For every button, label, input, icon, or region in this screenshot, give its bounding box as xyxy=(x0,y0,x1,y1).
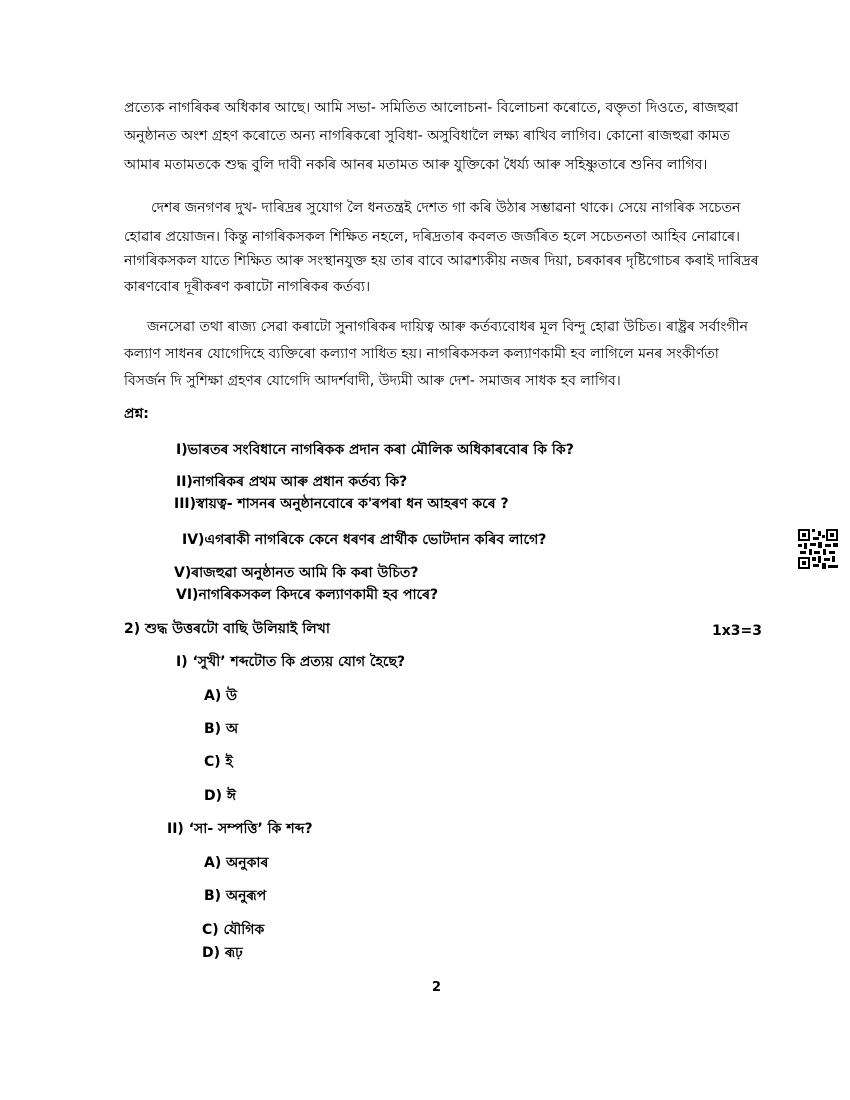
mcq-2-question: II) ‘সা- সম্পত্তি’ কি শব্দ? xyxy=(167,821,313,837)
qr-code-icon xyxy=(798,529,838,569)
mcq-1-option-b: B) অ xyxy=(204,721,239,737)
passage-p3-line-3: বিসৰ্জন দি সুশিক্ষা গ্ৰহণৰ যোগেদি আদৰ্শবাদী, উদ্যমী আৰু দেশ- সমাজৰ সাধক হব লাগিব। xyxy=(124,373,621,389)
mcq-2-option-a: A) অনুকাৰ xyxy=(204,855,269,871)
mcq-2-option-b: B) অনুৰূপ xyxy=(204,888,267,904)
mcq-2-option-d: D) ৰূঢ় xyxy=(202,945,243,961)
mcq-1-option-a: A) উ xyxy=(204,688,238,704)
mcq-1-option-d: D) ঈ xyxy=(204,788,237,804)
mcq-1-question: I) ‘সুখী’ শব্দটোত কি প্ৰত্যয় যোগ হৈছে? xyxy=(176,654,406,670)
passage-p3-line-2: কল্যাণ সাধনৰ যোগেদিহে ব্যক্তিৰো কল্যাণ সাধিত হয়। নাগৰিকসকল কল্যাণকামী হব লাগিলে মনৰ সংকীৰ্ণতা xyxy=(124,346,719,362)
question-2: II)নাগৰিকৰ প্ৰথম আৰু প্ৰধান কৰ্তব্য কি? xyxy=(176,474,408,490)
passage-p1-line-1: প্ৰত্যেক নাগৰিকৰ অধিকাৰ আছে। আমি সভা- সমিতিত আলোচনা- বিলোচনা কৰোতে, বক্তৃতা দিওতে, ৰাজহুৱা xyxy=(124,100,739,116)
section-2-marks: 1x3=3 xyxy=(712,623,762,639)
question-6: VI)নাগৰিকসকল কিদৰে কল্যাণকামী হব পাৰে? xyxy=(176,587,439,603)
questions-heading: প্ৰশ্ন: xyxy=(124,406,149,422)
passage-p2-line-1: দেশৰ জনগণৰ দুখ- দাৰিদ্ৰৰ সুযোগ লৈ ধনতন্ত্ৰই দেশত গা কৰি উঠাৰ সম্ভাৱনা থাকে। সেয়ে নাগৰিক সচেতন xyxy=(151,200,741,216)
passage-p3-line-1: জনসেৱা তথা ৰাজ্য সেৱা কৰাটো সুনাগৰিকৰ দায়িত্ব আৰু কৰ্তব্যবোধৰ মূল বিন্দু হোৱা উচিত। ৰাষ্ট্ৰৰ সৰ্বাংগীন xyxy=(147,319,748,335)
mcq-2-option-c: C) যৌগিক xyxy=(202,922,265,938)
passage-p2-line-4: কাৰণবোৰ দূৰীকৰণ কৰাটো নাগৰিকৰ কৰ্তব্য। xyxy=(124,279,371,295)
passage-p2-line-2: হোৱাৰ প্ৰয়োজন। কিন্তু নাগৰিকসকল শিক্ষিত নহলে, দৰিদ্ৰতাৰ কবলত জৰ্জৰিত হলে সচেতনতা আহিব নোৱাৰে। xyxy=(124,229,741,245)
passage-p1-line-2: অনুষ্ঠানত অংশ গ্ৰহণ কৰোতে অন্য নাগৰিকৰো সুবিধা- অসুবিধালৈ লক্ষ্য ৰাখিব লাগিব। কোনো ৰাজহুৱা কামত xyxy=(124,128,730,144)
section-2-heading: 2) শুদ্ধ উত্তৰটো বাছি উলিয়াই লিখা xyxy=(124,621,330,637)
mcq-1-option-c: C) ই xyxy=(204,754,233,770)
question-5: V)ৰাজহুৱা অনুষ্ঠানত আমি কি কৰা উচিত? xyxy=(174,565,419,581)
page-number: 2 xyxy=(432,980,442,995)
question-3: III)স্বায়ত্ব- শাসনৰ অনুষ্ঠানবোৰে ক'ৰপৰা ধন আহৰণ কৰে ? xyxy=(174,496,509,512)
question-1: I)ভাৰতৰ সংবিধানে নাগৰিকক প্ৰদান কৰা মৌলিক অধিকাৰবোৰ কি কি? xyxy=(176,442,574,458)
passage-p1-line-3: আমাৰ মতামতকে শুদ্ধ বুলি দাবী নকৰি আনৰ মতামত আৰু যুক্তিকো ধৈৰ্য্য আৰু সহিষ্ণুতাৰে শুনিব লাগিব। xyxy=(124,157,708,173)
passage-p2-line-3: নাগৰিকসকল যাতে শিক্ষিত আৰু সংস্থানযুক্ত হয় তাৰ বাবে আৱশ্যকীয় নজৰ দিয়া, চৰকাৰৰ দৃষ্টিগোচৰ কৰাই দাৰিদ্ৰৰ xyxy=(124,253,759,269)
question-4: IV)এগৰাকী নাগৰিকে কেনে ধৰণৰ প্ৰাৰ্থীক ভোটদান কৰিব লাগে? xyxy=(182,532,547,548)
